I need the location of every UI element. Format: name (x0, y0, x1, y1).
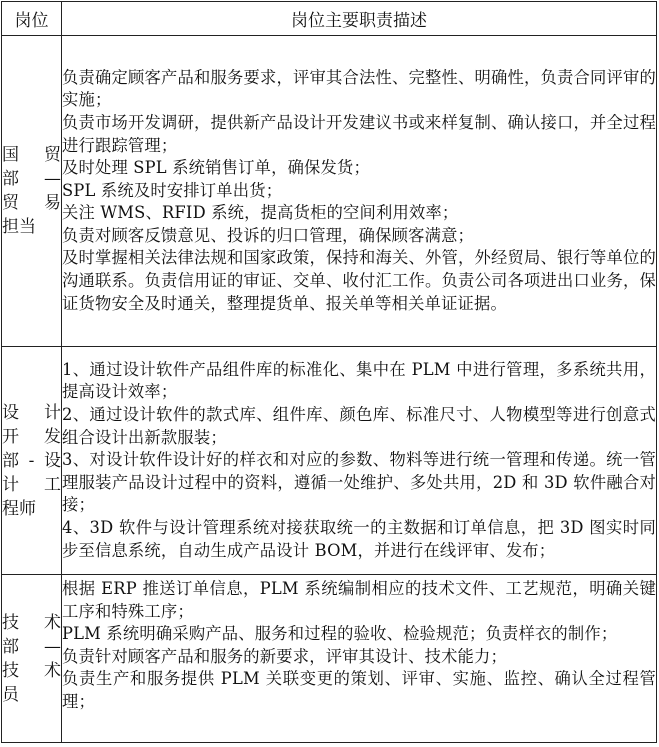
role-line: 贸 易 (2, 193, 61, 213)
header-duties: 岗位主要职责描述 (62, 2, 657, 36)
duty-item: 3、对设计软件设计好的样衣和对应的参数、物料等进行统一管理和传递。统一管理服装产品设计过程中的资料，遵循一处维护、多处共用，2D 和 3D 软件融合对接； (62, 450, 656, 515)
duty-item: 负责对顾客反馈意见、投诉的归口管理，确保顾客满意； (62, 225, 475, 245)
table-row-design (2, 347, 657, 575)
duty-item: 负责针对顾客产品和服务的新要求，评审其设计、技术能力； (62, 646, 507, 666)
duty-item: 及时掌握相关法律法规和国家政策，保持和海关、外管，外经贸局、银行等单位的沟通联系。负责信用证的审证、交单、收付汇工作。负责公司各项进出口业务，保证货物安全及时通关，整理提货单、报关单等相关单证证据。 (62, 248, 656, 313)
role-line: 员 (2, 684, 19, 705)
role-line: 担当 (2, 217, 36, 237)
role-cell (2, 347, 62, 575)
header-row (2, 2, 657, 36)
role-line: 开 发 (2, 426, 61, 447)
duty-item: 负责市场开发调研，提供新产品设计开发建议书或来样复制、确认接口，并全过程进行跟踪管理； (62, 112, 656, 155)
role-line: 部 — (2, 169, 61, 189)
role-line: 程师 (2, 498, 36, 519)
duties-cell (62, 347, 657, 575)
role-cell (2, 575, 62, 743)
duty-item: 负责确定顾客产品和服务要求，评审其合法性、完整性、明确性，负责合同评审的实施； (62, 67, 656, 110)
table-row-technical (2, 575, 657, 743)
role-line: 国 贸 (2, 145, 61, 165)
duty-item: PLM 系统明确采购产品、服务和过程的验收、检验规范；负责样衣的制作； (62, 624, 618, 644)
duty-item: 及时处理 SPL 系统销售订单，确保发货； (62, 158, 370, 178)
duty-item: 4、3D 软件与设计管理系统对接获取统一的主数据和订单信息，把 3D 图实时同步至信息系统，自动生成产品设计 BOM，并进行在线评审、发布； (62, 517, 656, 560)
role-line: 设 计 (2, 402, 61, 423)
table-row-trade (2, 36, 657, 347)
duties-cell (62, 575, 657, 743)
header-role: 岗位 (2, 2, 62, 36)
role-line: 部 — (2, 636, 61, 657)
role-line: 部-设 (2, 450, 61, 471)
duties-cell (62, 36, 657, 347)
job-duties-table (1, 1, 657, 743)
duty-item: 根据 ERP 推送订单信息，PLM 系统编制相应的技术文件、工艺规范，明确关键工序和特殊工序； (62, 579, 656, 621)
role-line: 技 术 (2, 660, 61, 681)
role-line: 技 术 (2, 612, 61, 633)
duty-item: 负责生产和服务提供 PLM 关联变更的策划、评审、实施、监控、确认全过程管理； (62, 669, 656, 711)
role-cell (2, 36, 62, 347)
role-line: 计 工 (2, 474, 61, 495)
duty-item: 1、通过设计软件产品组件库的标准化、集中在 PLM 中进行管理，多系统共用，提高设计效率； (62, 359, 656, 402)
duty-item: SPL 系统及时安排订单出货； (62, 180, 283, 200)
duty-item: 关注 WMS、RFID 系统，提高货柜的空间利用效率； (62, 203, 459, 223)
duty-item: 2、通过设计软件的款式库、组件库、颜色库、标准尺寸、人物模型等进行创意式组合设计出新款服装； (62, 405, 656, 447)
